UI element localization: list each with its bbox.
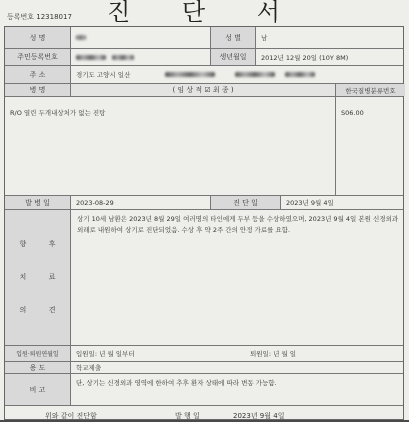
row-diagnosis [5,97,403,196]
resident-number-value [70,49,210,65]
address-label: 주 소 [5,66,70,83]
registration-number: 등록번호 12318017 [7,13,72,21]
diagnosis-text: R/O 열린 두개내상처가 없는 진탕 [10,109,106,117]
document-title: 진 단 서 [107,0,302,26]
gender-label: 성 별 [210,27,255,48]
row-admission [5,346,403,362]
redacted-resident-number [76,55,106,60]
resident-number-label: 주민등록번호 [5,49,70,65]
row-resident [5,49,403,66]
disease-type: ( 임 상 적 ☑ 최 종 ) [70,84,335,96]
row-treatment [5,210,403,346]
onset-value: 2023-08-29 [70,196,210,209]
row-disease-header [5,84,403,97]
redacted-resident-number-2 [112,55,134,60]
diagnosis-date-value: 2023년 9월 4일 [280,196,405,209]
onset-label: 발 병 일 [5,196,70,209]
name-value [70,27,210,48]
name-label: 성 명 [5,27,70,48]
row-name [5,27,403,49]
disease-label: 병 명 [5,84,70,96]
birthdate-value: 2012년 12월 20일 (10Y 8M) [255,49,405,65]
redacted-name [76,35,86,40]
footer-statement: 위와 같이 진단함 [45,412,97,420]
purpose-value: 학교제출 [70,362,405,373]
admission-value: 입원일: 년 월 일부터 [70,346,245,361]
row-remarks [5,374,403,406]
redacted-address [165,72,215,77]
purpose-label: 용 도 [5,362,70,373]
row-dates [5,196,403,210]
admission-label: 입원·퇴원연월일 [5,346,70,361]
birthdate-label: 생년월일 [210,49,255,65]
redacted-address-2 [235,72,275,77]
diagnosis-date-label: 진 단 일 [210,196,280,209]
form-table [4,26,404,420]
remarks-value: 단, 상기는 신경외과 영역에 한하여 추후 환자 상태에 따라 변동 가능함. [70,374,405,405]
kcd-label: 한국질병분류번호 [335,84,405,96]
remarks-label: 비 고 [5,374,70,405]
discharge-value: 퇴원일: 년 월 일 [250,350,297,358]
address-value: 경기도 고양시 일산 [76,71,131,79]
treatment-label: 향 후 치 료 의 견 [5,210,70,345]
address-value-cell [70,66,405,83]
redacted-address-3 [285,72,315,77]
issue-date-value: 2023년 9월 4일 [233,412,285,420]
gender-value: 남 [255,27,405,48]
treatment-text: 상기 10세 남환은 2023년 8월 29일 여러명의 타인에게 두부 등을 수상하였으며, 2023년 9월 4일 본원 신경외과 외래로 내원하여 상기로 진단되었음. 수상 후 약 2주 간의 안정 가료를 요함. [70,210,405,345]
kcd-code: S06.00 [341,109,364,117]
issue-date-label: 발 행 일 [175,412,200,420]
row-address [5,66,403,84]
row-purpose [5,362,403,374]
